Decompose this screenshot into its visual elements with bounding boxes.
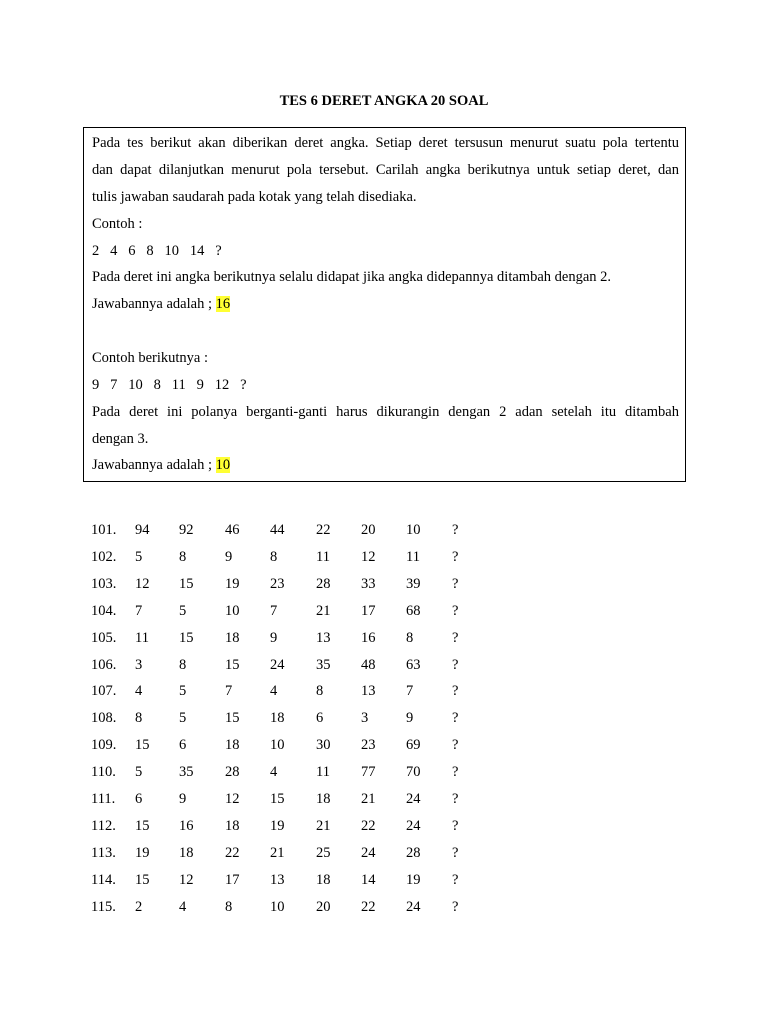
example-2-answer-prefix: Jawabannya adalah ;: [92, 457, 216, 473]
question-answer-placeholder: ?: [452, 764, 459, 781]
instructions-box: [83, 127, 686, 482]
series-value: 5: [179, 683, 187, 700]
question-number: 107.: [91, 683, 117, 700]
example-2-series: 9 7 10 8 11 9 12 ?: [92, 377, 247, 393]
series-value: 21: [270, 844, 285, 861]
series-value: 5: [135, 764, 143, 781]
instructions-line-1: Pada tes berikut akan diberikan deret angka. Setiap deret tersusun menurut suatu pola tertentu: [92, 135, 679, 151]
question-number: 113.: [91, 844, 116, 861]
series-value: 77: [361, 764, 376, 781]
question-number: 110.: [91, 764, 116, 781]
series-value: 3: [135, 656, 143, 673]
series-value: 10: [225, 602, 240, 619]
series-value: 21: [316, 602, 331, 619]
page-title: TES 6 DERET ANGKA 20 SOAL: [279, 93, 489, 109]
question-number: 105.: [91, 629, 117, 646]
question-number: 108.: [91, 710, 117, 727]
example-2-explanation-line-1: Pada deret ini polanya berganti-ganti harus dikurangin dengan 2 adan setelah itu ditambah: [92, 404, 679, 420]
series-value: 48: [361, 656, 376, 673]
series-value: 13: [316, 629, 331, 646]
series-value: 8: [270, 548, 278, 565]
series-value: 9: [179, 791, 187, 807]
series-value: 46: [225, 522, 240, 538]
series-value: 44: [270, 522, 285, 538]
question-answer-placeholder: ?: [452, 575, 459, 592]
series-value: 7: [225, 683, 233, 700]
example-1-answer-line: [92, 295, 679, 313]
question-number: 109.: [91, 737, 117, 754]
series-value: 18: [225, 737, 240, 754]
series-value: 17: [225, 871, 240, 888]
series-value: 19: [135, 844, 150, 861]
question-answer-placeholder: ?: [452, 737, 459, 754]
question-answer-placeholder: ?: [452, 817, 459, 834]
series-value: 8: [179, 656, 187, 673]
series-value: 8: [225, 898, 233, 915]
series-value: 10: [270, 898, 285, 915]
series-value: 24: [406, 817, 421, 834]
series-value: 15: [225, 710, 240, 727]
series-value: 18: [270, 710, 285, 727]
series-value: 13: [270, 871, 285, 888]
example-1-explanation: Pada deret ini angka berikutnya selalu didapat jika angka didepannya ditambah dengan 2.: [92, 269, 612, 285]
series-value: 18: [225, 629, 240, 646]
series-value: 4: [179, 898, 187, 915]
question-answer-placeholder: ?: [452, 602, 459, 619]
example-2-answer: 10: [215, 457, 231, 473]
series-value: 23: [361, 737, 376, 754]
series-value: 18: [179, 844, 194, 861]
example-2-explanation-line-2: dengan 3.: [92, 431, 149, 447]
series-value: 16: [361, 629, 376, 646]
series-value: 68: [406, 602, 421, 619]
series-value: 28: [406, 844, 421, 861]
series-value: 15: [135, 817, 150, 834]
example-2-answer-line: [92, 456, 679, 474]
series-value: 8: [179, 548, 187, 565]
series-value: 35: [316, 656, 331, 673]
series-value: 94: [135, 522, 150, 538]
series-value: 12: [135, 575, 150, 592]
series-value: 63: [406, 656, 421, 673]
series-value: 92: [179, 522, 194, 538]
series-value: 7: [406, 683, 414, 700]
instructions-line-2: dan dapat dilanjutkan menurut pola tersebut. Carilah angka berikutnya untuk setiap deret, dan: [92, 162, 679, 178]
example-1-series: 2 4 6 8 10 14 ?: [92, 243, 222, 259]
series-value: 16: [179, 817, 194, 834]
series-value: 15: [179, 629, 194, 646]
series-value: 17: [361, 602, 376, 619]
series-value: 10: [270, 737, 285, 754]
question-answer-placeholder: ?: [452, 844, 459, 861]
instructions-line-3: tulis jawaban saudarah pada kotak yang telah disediaka.: [92, 189, 417, 205]
series-value: 6: [135, 791, 143, 807]
question-number: 103.: [91, 575, 117, 592]
question-answer-placeholder: ?: [452, 683, 459, 700]
series-value: 15: [135, 871, 150, 888]
series-value: 5: [135, 548, 143, 565]
series-value: 8: [316, 683, 324, 700]
series-value: 8: [406, 629, 414, 646]
series-value: 19: [406, 871, 421, 888]
question-number: 104.: [91, 602, 117, 619]
series-value: 35: [179, 764, 194, 781]
series-value: 14: [361, 871, 376, 888]
series-value: 3: [361, 710, 369, 727]
question-number: 112.: [91, 817, 116, 834]
series-value: 5: [179, 602, 187, 619]
question-answer-placeholder: ?: [452, 629, 459, 646]
example-2-label: Contoh berikutnya :: [92, 350, 208, 366]
question-number: 102.: [91, 548, 117, 565]
series-value: 22: [361, 817, 376, 834]
question-number: 101.: [91, 522, 117, 538]
series-value: 12: [361, 548, 376, 565]
series-value: 12: [225, 791, 240, 807]
series-value: 21: [361, 791, 376, 807]
series-value: 18: [316, 871, 331, 888]
series-value: 5: [179, 710, 187, 727]
series-value: 20: [316, 898, 331, 915]
series-value: 18: [316, 791, 331, 807]
series-value: 11: [316, 548, 330, 565]
series-value: 33: [361, 575, 376, 592]
series-value: 69: [406, 737, 421, 754]
series-value: 15: [135, 737, 150, 754]
series-value: 11: [135, 629, 149, 646]
series-value: 30: [316, 737, 331, 754]
series-value: 22: [225, 844, 240, 861]
series-value: 19: [270, 817, 285, 834]
series-value: 4: [270, 764, 278, 781]
question-number: 106.: [91, 656, 117, 673]
series-value: 28: [316, 575, 331, 592]
series-value: 11: [406, 548, 420, 565]
series-value: 13: [361, 683, 376, 700]
series-value: 8: [135, 710, 143, 727]
series-value: 10: [406, 522, 421, 538]
series-value: 7: [270, 602, 278, 619]
series-value: 2: [135, 898, 143, 915]
series-value: 23: [270, 575, 285, 592]
question-answer-placeholder: ?: [452, 710, 459, 727]
series-value: 20: [361, 522, 376, 538]
series-value: 28: [225, 764, 240, 781]
question-number: 114.: [91, 871, 116, 888]
series-value: 9: [406, 710, 414, 727]
question-answer-placeholder: ?: [452, 871, 459, 888]
series-value: 39: [406, 575, 421, 592]
series-value: 21: [316, 817, 331, 834]
series-value: 15: [179, 575, 194, 592]
series-value: 9: [270, 629, 278, 646]
series-value: 24: [406, 898, 421, 915]
series-value: 15: [225, 656, 240, 673]
question-answer-placeholder: ?: [452, 656, 459, 673]
example-1-answer: 16: [215, 296, 231, 312]
question-answer-placeholder: ?: [452, 791, 459, 807]
series-value: 18: [225, 817, 240, 834]
series-value: 4: [135, 683, 143, 700]
series-value: 7: [135, 602, 143, 619]
series-value: 24: [406, 791, 421, 807]
series-value: 6: [316, 710, 324, 727]
series-value: 70: [406, 764, 421, 781]
series-value: 11: [316, 764, 330, 781]
question-number: 115.: [91, 898, 116, 915]
question-answer-placeholder: ?: [452, 548, 459, 565]
series-value: 19: [225, 575, 240, 592]
series-value: 6: [179, 737, 187, 754]
example-1-answer-prefix: Jawabannya adalah ;: [92, 296, 216, 312]
example-1-label: Contoh :: [92, 216, 143, 232]
series-value: 24: [270, 656, 285, 673]
series-value: 25: [316, 844, 331, 861]
series-value: 4: [270, 683, 278, 700]
series-value: 15: [270, 791, 285, 807]
series-value: 24: [361, 844, 376, 861]
question-answer-placeholder: ?: [452, 522, 459, 538]
series-value: 12: [179, 871, 194, 888]
series-value: 22: [316, 522, 331, 538]
series-value: 22: [361, 898, 376, 915]
question-answer-placeholder: ?: [452, 898, 459, 915]
question-number: 111.: [91, 791, 116, 807]
series-value: 9: [225, 548, 233, 565]
